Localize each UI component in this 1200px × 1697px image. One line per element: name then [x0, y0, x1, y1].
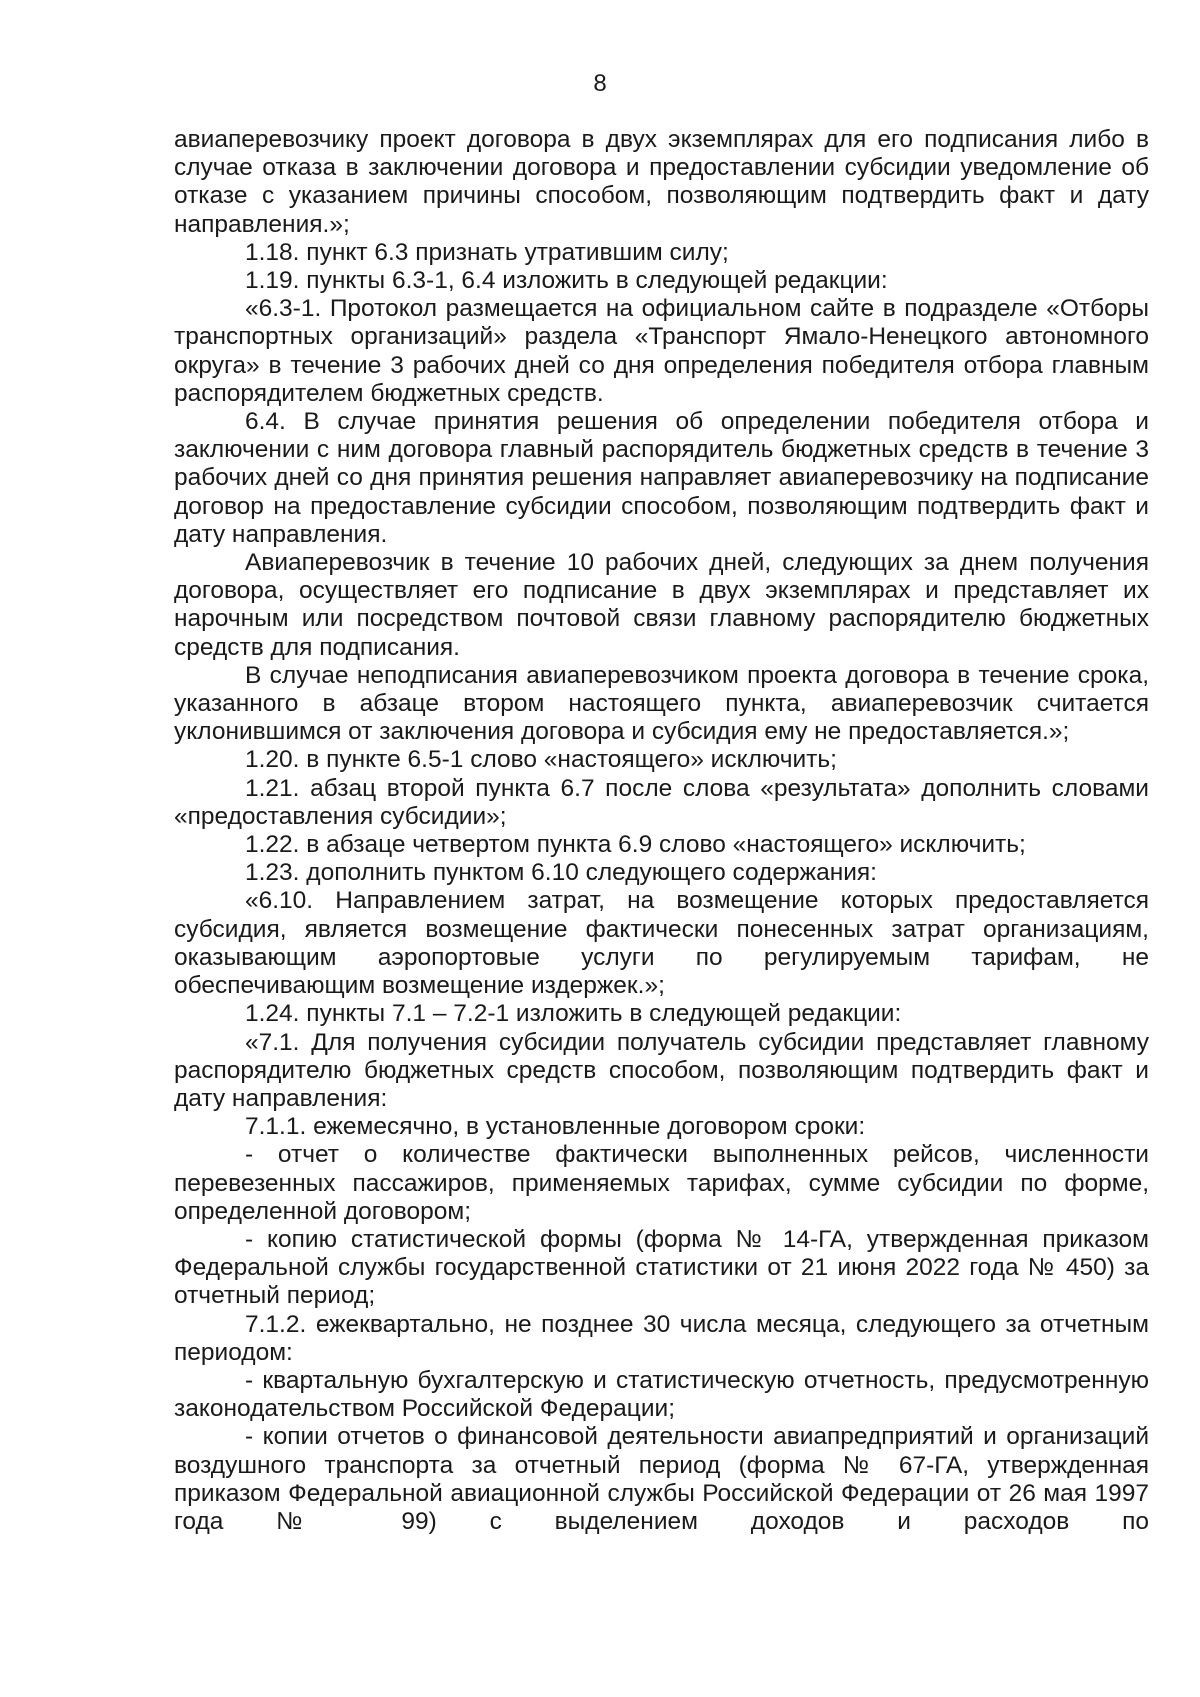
document-body [174, 126, 1149, 1536]
list-item-quarterly-reporting: - квартальную бухгалтерскую и статистическую отчетность, предусмотренную законодательством Российской Федерации; [174, 1366, 1149, 1423]
paragraph-item-1-20: 1.20. в пункте 6.5-1 слово «настоящего» исключить; [245, 746, 837, 774]
paragraph-6-4-third: В случае неподписания авиаперевозчиком проекта договора в течение срока, указанного в абзаце втором настоящего пункта, авиаперевозчик считается уклонившимся от заключения договора и субсидия ему не предоставляется.»; [174, 661, 1149, 746]
paragraph-item-1-21: 1.21. абзац второй пункта 6.7 после слова «результата» дополнить словами «предоставления субсидии»; [174, 774, 1149, 830]
paragraph-7-1: «7.1. Для получения субсидии получатель субсидии представляет главному распорядителю бюджетных средств способом, позволяющим подтвердить факт и дату направления: [174, 1028, 1149, 1112]
paragraph-continuation: авиаперевозчику проект договора в двух экземплярах для его подписания либо в случае отказа в заключении договора и предоставлении субсидии уведомление об отказе с указанием причины способом, позволяющим подтвердить факт и дату направления.»; [174, 126, 1149, 238]
paragraph-item-1-22: 1.22. в абзаце четвертом пункта 6.9 слово «настоящего» исключить; [245, 831, 1026, 859]
paragraph-6-3-1: «6.3-1. Протокол размещается на официальном сайте в подразделе «Отборы транспортных организаций» раздела «Транспорт Ямало-Ненецкого автономного округа» в течение 3 рабочих дней со дня определения победителя отбора главным распорядителем бюджетных средств. [174, 295, 1149, 407]
paragraph-item-1-24: 1.24. пункты 7.1 – 7.2-1 изложить в следующей редакции: [245, 1000, 902, 1028]
paragraph-item-1-23: 1.23. дополнить пунктом 6.10 следующего содержания: [245, 859, 877, 887]
paragraph-item-1-19: 1.19. пункты 6.3-1, 6.4 изложить в следующей редакции: [245, 267, 888, 295]
paragraph-6-4: 6.4. В случае принятия решения об определении победителя отбора и заключении с ним договора главный распорядитель бюджетных средств в течение 3 рабочих дней со дня принятия решения направляет авиаперевозчику на подписание договор на предоставление субсидии способом, позволяющим подтвердить факт и дату направления. [174, 408, 1149, 548]
paragraph-6-10: «6.10. Направлением затрат, на возмещение которых предоставляется субсидия, является возмещение фактически понесенных затрат организациям, оказывающим аэропортовые услуги по регулируемым тарифам, не обеспечивающим возмещение издержек.»; [174, 887, 1149, 1000]
list-item-monthly-report: - отчет о количестве фактически выполненных рейсов, численности перевезенных пассажиров, применяемых тарифах, сумме субсидии по форме, определенной договором; [174, 1141, 1149, 1225]
paragraph-7-1-2: 7.1.2. ежеквартально, не позднее 30 числа месяца, следующего за отчетным периодом: [174, 1310, 1149, 1366]
page-number: 8 [593, 70, 607, 97]
list-item-financial-reports: - копии отчетов о финансовой деятельности авиапредприятий и организаций воздушного транспорта за отчетный период (форма № 67-ГА, утвержденная приказом Федеральной авиационной службы Российской Федерации от 26 мая 1997 года № 99) с выделением доходов и расходов по [174, 1423, 1149, 1535]
list-item-statistical-form: - копию статистической формы (форма № 14-ГА, утвержденная приказом Федеральной службы государственной статистики от 21 июня 2022 года № 450) за отчетный период; [174, 1225, 1149, 1310]
paragraph-item-1-18: 1.18. пункт 6.3 признать утратившим силу; [245, 238, 729, 266]
paragraph-7-1-1: 7.1.1. ежемесячно, в установленные договором сроки: [245, 1113, 866, 1141]
paragraph-6-4-second: Авиаперевозчик в течение 10 рабочих дней, следующих за днем получения договора, осуществляет его подписание в двух экземплярах и представляет их нарочным или посредством почтовой связи главному распорядителю бюджетных средств для подписания. [174, 549, 1149, 661]
